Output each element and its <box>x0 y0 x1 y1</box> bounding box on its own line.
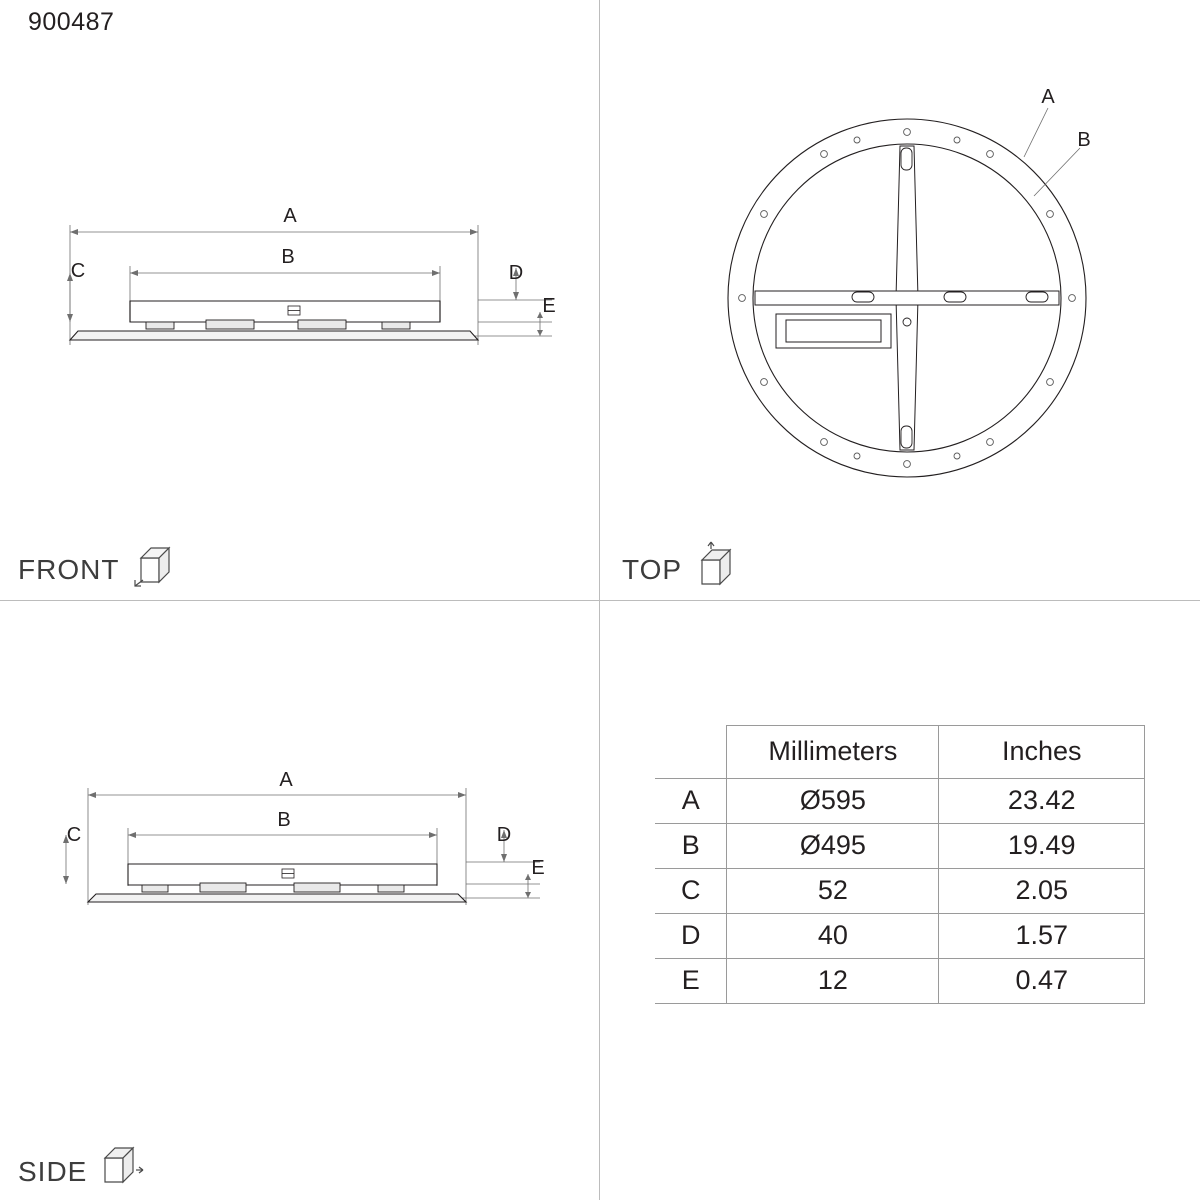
table-header-row <box>655 726 1145 779</box>
side-view-label <box>18 1142 153 1200</box>
svg-text:E: E <box>531 857 545 879</box>
svg-text:C: C <box>66 824 82 846</box>
row-mm: 52 <box>727 869 939 914</box>
row-key: E <box>655 959 727 1004</box>
dimension-table-wrap <box>655 725 1145 1004</box>
svg-text:B: B <box>1077 129 1091 151</box>
cube-side-icon <box>97 1142 153 1200</box>
row-key: C <box>655 869 727 914</box>
table-row <box>655 869 1145 914</box>
row-key: B <box>655 824 727 869</box>
cube-top-icon <box>692 540 748 599</box>
svg-text:D: D <box>496 824 512 846</box>
part-number: 900487 <box>28 8 115 36</box>
svg-text:A: A <box>283 205 297 227</box>
row-mm: Ø595 <box>727 779 939 824</box>
front-view-panel <box>0 0 600 600</box>
top-view-label <box>622 540 748 599</box>
dimension-table-panel <box>600 600 1200 1200</box>
table-row <box>655 779 1145 824</box>
row-in: 2.05 <box>939 869 1145 914</box>
svg-text:C: C <box>70 260 86 282</box>
svg-text:B: B <box>281 246 295 268</box>
svg-text:D: D <box>508 262 524 284</box>
row-in: 23.42 <box>939 779 1145 824</box>
dimension-table <box>655 725 1145 1004</box>
row-in: 0.47 <box>939 959 1145 1004</box>
table-header-inches: Inches <box>939 726 1145 779</box>
table-header-blank <box>655 726 727 779</box>
table-row <box>655 824 1145 869</box>
row-in: 19.49 <box>939 824 1145 869</box>
svg-text:B: B <box>277 809 291 831</box>
row-mm: Ø495 <box>727 824 939 869</box>
front-view-label-text: FRONT <box>18 553 120 585</box>
side-view-drawing <box>0 600 600 1200</box>
top-view-panel <box>600 0 1200 600</box>
row-in: 1.57 <box>939 914 1145 959</box>
top-view-label-text: TOP <box>622 553 683 585</box>
table-row <box>655 914 1145 959</box>
row-mm: 12 <box>727 959 939 1004</box>
side-view-panel <box>0 600 600 1200</box>
svg-text:E: E <box>542 295 556 317</box>
table-header-millimeters: Millimeters <box>727 726 939 779</box>
svg-text:A: A <box>1041 86 1055 108</box>
row-mm: 40 <box>727 914 939 959</box>
svg-text:A: A <box>279 769 293 791</box>
row-key: A <box>655 779 727 824</box>
front-view-label <box>18 540 185 599</box>
front-view-drawing <box>0 0 600 600</box>
side-view-label-text: SIDE <box>18 1155 88 1187</box>
cube-front-icon <box>129 540 185 599</box>
row-key: D <box>655 914 727 959</box>
table-row <box>655 959 1145 1004</box>
top-view-drawing <box>600 0 1200 600</box>
